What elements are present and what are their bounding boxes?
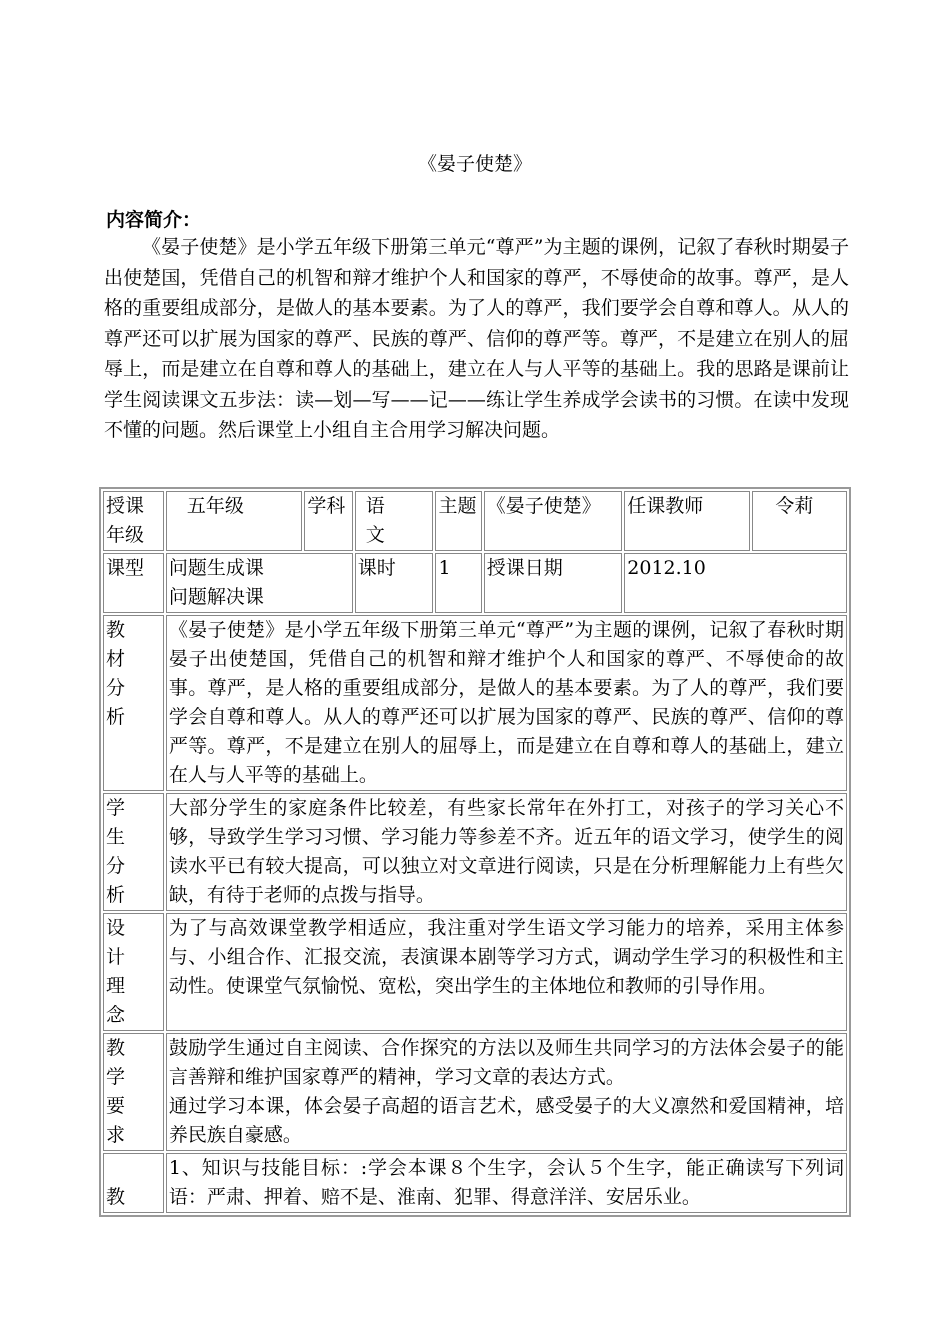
table-row-teaching-goals <box>103 1153 847 1213</box>
label-char: 学 <box>106 1066 126 1088</box>
table-row-header <box>103 491 847 551</box>
table-row-student-analysis <box>103 793 847 911</box>
label-char: 念 <box>106 1004 126 1026</box>
hours-value: 1 <box>435 553 481 613</box>
teaching-goals-text: 1、知识与技能目标：:学会本课８个生字，会认５个生字，能正确读写下列词语：严肃、押着、赔不是、淮南、犯罪、得意洋洋、安居乐业。 <box>166 1153 847 1213</box>
topic-label: 主题 <box>435 491 481 551</box>
label-char: 析 <box>106 884 126 906</box>
subject-label: 学科 <box>304 491 352 551</box>
material-analysis-text: 《晏子使楚》是小学五年级下册第三单元“尊严”为主题的课例，记叙了春秋时期晏子出使楚国，凭借自己的机智和辩才维护个人和国家的尊严、不辱使命的故事。尊严，是人格的重要组成部分，是做人的基本要素。为了人的尊严，我们要学会自尊和尊人。从人的尊严还可以扩展为国家的尊严、民族的尊严、信仰的尊严等。尊严，不是建立在别人的屈辱上，而是建立在自尊和尊人的基础上，建立在人与人平等的基础上。 <box>166 615 847 791</box>
grade-value: 五年级 <box>166 491 302 551</box>
page-title: 《晏子使楚》 <box>417 153 532 175</box>
lesson-plan-table <box>99 487 851 1217</box>
design-concept-label <box>103 913 164 1031</box>
date-value: 2012.10 <box>624 553 847 613</box>
intro-heading: 内容简介： <box>106 209 202 231</box>
intro-paragraph: 《晏子使楚》是小学五年级下册第三单元“尊严”为主题的课例，记叙了春秋时期晏子出使楚国，凭借自己的机智和辩才维护个人和国家的尊严，不辱使命的故事。尊严，是人格的重要组成部分，是做人的基本要素。为了人的尊严，我们要学会自尊和尊人。从人的尊严还可以扩展为国家的尊严、民族的尊严、信仰的尊严等。尊严，不是建立在别人的屈辱上，而是建立在自尊和尊人的基础上，建立在人与人平等的基础上。我的思路是课前让学生阅读课文五步法：读—划—写——记——练让学生养成学会读书的习惯。在读中发现不懂的问题。然后课堂上小组自主合用学习解决问题。 <box>104 236 849 441</box>
label-char: 学 <box>106 797 126 819</box>
label-char: 求 <box>106 1124 126 1146</box>
design-concept-text: 为了与高效课堂教学相适应，我注重对学生语文学习能力的培养，采用主体参与、小组合作、汇报交流，表演课本剧等学习方式，调动学生学习的积极性和主动性。使课堂气氛愉悦、宽松，突出学生的主体地位和教师的引导作用。 <box>166 913 847 1031</box>
type-value <box>166 553 353 613</box>
label-char: 要 <box>106 1095 126 1117</box>
student-analysis-label <box>103 793 164 911</box>
label-char: 分 <box>106 677 126 699</box>
teaching-requirements-label <box>103 1033 164 1151</box>
label-char <box>106 1154 161 1183</box>
teaching-goals-label <box>103 1153 164 1213</box>
label-char: 理 <box>106 975 126 997</box>
table-row-material-analysis <box>103 615 847 791</box>
type-value-2: 问题解决课 <box>168 586 264 608</box>
grade-label: 授课年级 <box>103 491 164 551</box>
label-char: 计 <box>106 946 126 968</box>
teacher-label: 任课教师 <box>624 491 750 551</box>
teaching-requirements-para-2: 通过学习本课，体会晏子高超的语言艺术，感受晏子的大义凛然和爱国精神，培养民族自豪感。 <box>168 1095 844 1146</box>
teaching-requirements-text <box>166 1033 847 1151</box>
teacher-value: 令莉 <box>752 491 847 551</box>
table-row-design-concept <box>103 913 847 1031</box>
teaching-requirements-para-1: 鼓励学生通过自主阅读、合作探究的方法以及师生共同学习的方法体会晏子的能言善辩和维护国家尊严的精神，学习文章的表达方式。 <box>168 1037 844 1088</box>
type-label: 课型 <box>103 553 164 613</box>
material-analysis-label <box>103 615 164 791</box>
label-char: 析 <box>106 706 126 728</box>
topic-value: 《晏子使楚》 <box>484 491 623 551</box>
subject-value: 语 文 <box>355 491 434 551</box>
student-analysis-text: 大部分学生的家庭条件比较差，有些家长常年在外打工，对孩子的学习关心不够，导致学生学习习惯、学习能力等参差不齐。近五年的语文学习，使学生的阅读水平已有较大提高，可以独立对文章进行阅读，只是在分析理解能力上有些欠缺，有待于老师的点拨与指导。 <box>166 793 847 911</box>
table-row-type <box>103 553 847 613</box>
label-char: 设 <box>106 917 126 939</box>
hours-label: 课时 <box>355 553 434 613</box>
label-char: 生 <box>106 826 126 848</box>
table-row-teaching-requirements <box>103 1033 847 1151</box>
label-char: 教 <box>106 619 126 641</box>
label-char: 分 <box>106 855 126 877</box>
type-value-1: 问题生成课 <box>168 557 264 579</box>
label-char: 教 <box>106 1037 126 1059</box>
label-char: 材 <box>106 648 126 670</box>
label-char: 教 <box>106 1186 126 1208</box>
date-label: 授课日期 <box>484 553 623 613</box>
